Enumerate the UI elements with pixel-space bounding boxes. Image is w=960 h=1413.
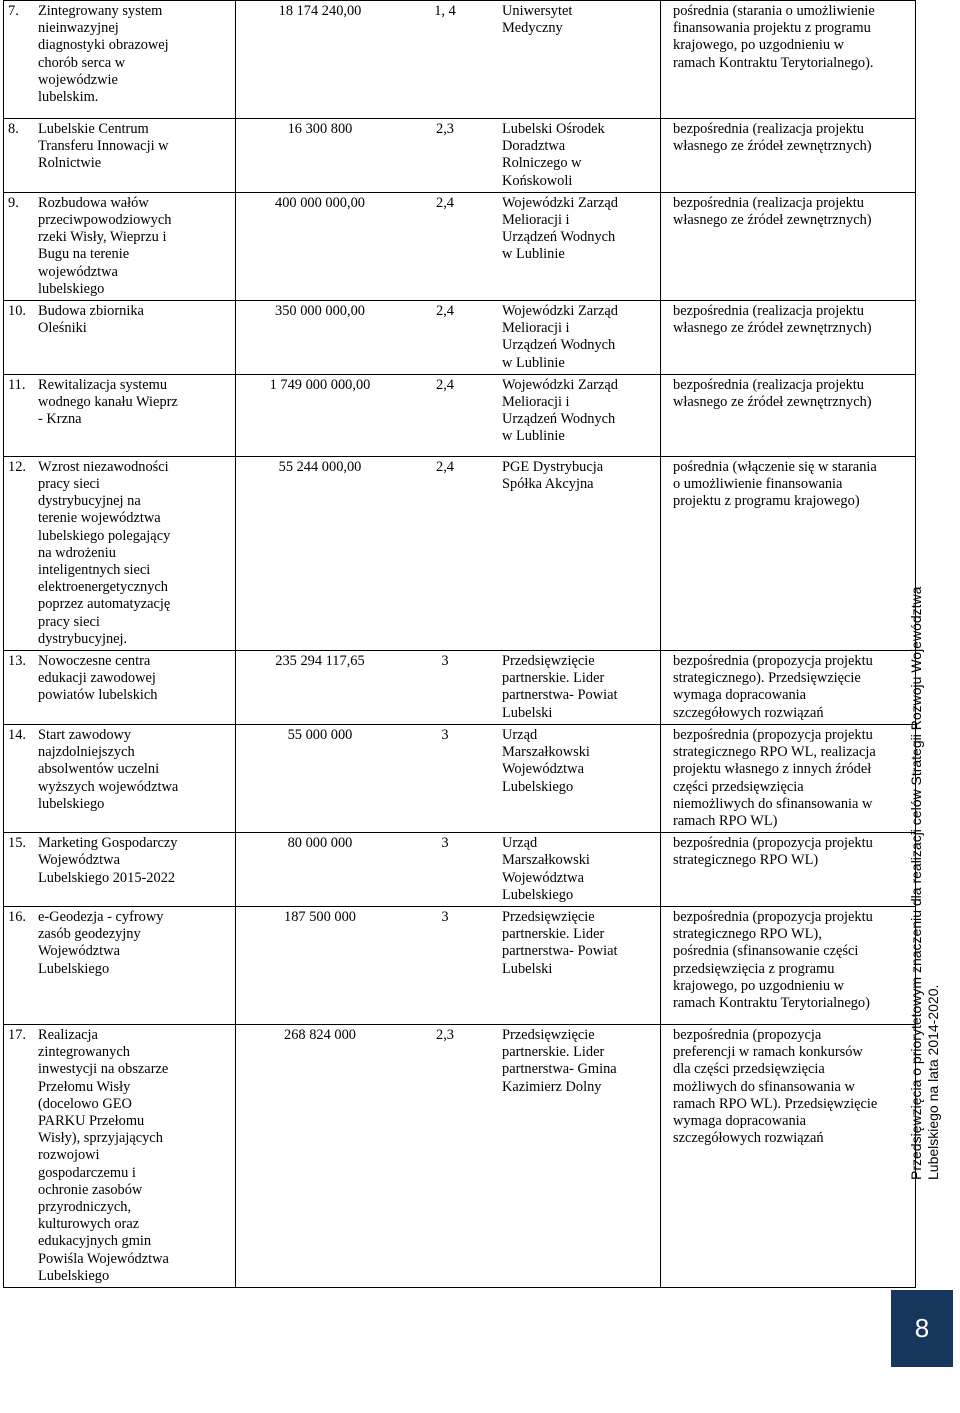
participation-form-cell [661,1024,916,1287]
table-row [4,906,916,1024]
priority-code: 3 [441,653,449,670]
table-row [4,833,916,907]
project-cell [4,724,236,832]
project-amount: 18 174 240,00 [278,3,362,19]
row-number: 11. [8,376,26,393]
table-row [4,1024,916,1287]
beneficiary: Przedsięwzięcie partnerskie. Lider partnerstwa- Powiat Lubelski [502,908,618,977]
details-cell [236,1024,661,1287]
project-amount: 1 749 000 000,00 [269,376,371,393]
project-amount: 80 000 000 [287,835,353,852]
participation-form: bezpośrednia (propozycja projektu strategicznego). Przedsięwzięcie wymaga dopracowania szczegółowych rozwiązań [673,653,873,721]
priority-code: 2,4 [436,194,454,211]
row-number: 12. [8,458,26,475]
priority-code: 3 [441,835,449,852]
participation-form: bezpośrednia (propozycja projektu strategicznego RPO WL), pośrednia (sfinansowanie części przedsięwzięcia z programu krajowego, po uzgodnieniu w ramach Kontraktu Terytorialnego) [673,908,873,1011]
table-row [4,374,916,456]
participation-form: pośrednia (włączenie się w starania o umożliwienie finansowania projektu z programu krajowego) [673,458,877,510]
participation-form: bezpośrednia (realizacja projektu własnego ze źródeł zewnętrznych) [673,303,872,337]
details-cell [236,906,661,1024]
table-row [4,1,916,119]
project-title: Lubelskie Centrum Transferu Innowacji w Rolnictwie [38,121,169,172]
project-cell [4,456,236,650]
table-row [4,651,916,725]
row-number: 14. [8,726,26,743]
row-number: 9. [8,194,19,211]
participation-form: bezpośrednia (propozycja projektu strategicznego RPO WL) [673,835,873,869]
project-cell [4,301,236,375]
participation-form-cell [661,456,916,650]
project-title: Nowoczesne centra edukacji zawodowej powiatów lubelskich [38,653,158,704]
participation-form: bezpośrednia (realizacja projektu własnego ze źródeł zewnętrznych) [673,121,872,155]
project-amount: 400 000 000,00 [275,194,365,211]
row-number: 15. [8,835,26,852]
beneficiary: Wojewódzki Zarząd Melioracji i Urządzeń Wodnych w Lublinie [502,194,618,263]
row-number: 16. [8,908,26,925]
beneficiary: Wojewódzki Zarząd Melioracji i Urządzeń Wodnych w Lublinie [502,303,618,371]
project-title: Rewitalizacja systemu wodnego kanału Wieprz - Krzna [38,376,178,428]
participation-form-cell [661,374,916,456]
row-number: 17. [8,1026,26,1043]
participation-form-cell [661,119,916,193]
project-cell [4,833,236,907]
beneficiary: Uniwersytet Medyczny [502,3,573,37]
project-title: Rozbudowa wałów przeciwpowodziowych rzeki Wisły, Wieprzu i Bugu na terenie województwa lubelskiego [38,194,172,297]
beneficiary: Urząd Marszałkowski Województwa Lubelskiego [502,835,590,903]
participation-form: bezpośrednia (realizacja projektu własnego ze źródeł zewnętrznych) [673,194,872,229]
details-cell [236,1,661,119]
project-amount: 187 500 000 [284,908,356,925]
row-number: 8. [8,121,19,137]
participation-form: bezpośrednia (propozycja preferencji w ramach konkursów dla części przedsięwzięcia możliwych do sfinansowania w ramach RPO WL). Przedsięwzięcie wymaga dopracowania szczegółowych rozwiązań [673,1026,878,1147]
details-cell [236,301,661,375]
priority-code: 3 [441,726,449,743]
project-cell [4,1,236,119]
priority-code: 2,4 [436,458,454,475]
priority-code: 1, 4 [434,3,456,19]
project-amount: 55 000 000 [287,726,353,743]
participation-form-cell [661,906,916,1024]
project-title: e-Geodezja - cyfrowy zasób geodezyjny Województwa Lubelskiego [38,908,164,977]
project-cell [4,651,236,725]
details-cell [236,192,661,300]
project-amount: 268 824 000 [284,1026,356,1043]
table-row [4,456,916,650]
table-row [4,119,916,193]
details-cell [236,833,661,907]
beneficiary: Przedsięwzięcie partnerskie. Lider partnerstwa- Gmina Kazimierz Dolny [502,1026,617,1095]
table-row [4,724,916,832]
details-cell [236,374,661,456]
beneficiary: Urząd Marszałkowski Województwa Lubelskiego [502,726,590,795]
participation-form-cell [661,833,916,907]
participation-form-cell [661,724,916,832]
project-title: Zintegrowany system nieinwazyjnej diagnostyki obrazowej chorób serca w wojewódzwie lubelskim. [38,3,169,106]
priority-code: 2,3 [436,121,454,137]
participation-form: pośrednia (starania o umożliwienie finansowania projektu z programu krajowego, po uzgodnieniu w ramach Kontraktu Terytorialnego). [673,3,875,71]
project-cell [4,119,236,193]
details-cell [236,119,661,193]
participation-form-cell [661,192,916,300]
beneficiary: PGE Dystrybucja Spółka Akcyjna [502,458,604,493]
priority-code: 2,4 [436,376,454,393]
priority-code: 2,4 [436,303,454,320]
project-title: Budowa zbiornika Oleśniki [38,303,144,337]
row-number: 7. [8,3,19,19]
table-row [4,192,916,300]
project-amount: 350 000 000,00 [275,303,365,320]
side-running-title: Przedsięwzięcia o priorytetowym znaczeniu dla realizacji celów Strategii Rozwoju Województwa Lubelskiego na lata 2014-2020. [908,586,941,1180]
priority-code: 3 [441,908,449,925]
details-cell [236,724,661,832]
row-number: 10. [8,303,26,320]
beneficiary: Przedsięwzięcie partnerskie. Lider partnerstwa- Powiat Lubelski [502,653,618,721]
details-cell [236,456,661,650]
participation-form-cell [661,301,916,375]
participation-form-cell [661,1,916,119]
project-amount: 235 294 117,65 [275,653,365,670]
project-cell [4,1024,236,1287]
project-title: Wzrost niezawodności pracy sieci dystrybucyjnej na terenie województwa lubelskiego polegający na wdrożeniu inteligentnych sieci elektroenergetycznych poprzez automatyzację pracy sieci dystrybucyjnej. [38,458,171,647]
project-amount: 55 244 000,00 [278,458,362,475]
participation-form: bezpośrednia (realizacja projektu własnego ze źródeł zewnętrznych) [673,376,872,411]
project-title: Start zawodowy najzdolniejszych absolwentów uczelni wyższych województwa lubelskiego [38,726,179,812]
beneficiary: Lubelski Ośrodek Doradztwa Rolniczego w Końskowoli [502,121,605,189]
projects-table [3,0,916,1288]
project-amount: 16 300 800 [287,121,353,137]
project-cell [4,906,236,1024]
project-cell [4,374,236,456]
project-cell [4,192,236,300]
beneficiary: Wojewódzki Zarząd Melioracji i Urządzeń Wodnych w Lublinie [502,376,618,445]
details-cell [236,651,661,725]
page-number-badge: 8 [891,1290,953,1367]
table-row [4,301,916,375]
participation-form: bezpośrednia (propozycja projektu strategicznego RPO WL, realizacja projektu własnego z innych źródeł części przedsięwzięcia niemożliwych do sfinansowania w ramach RPO WL) [673,726,876,829]
row-number: 13. [8,653,26,670]
project-title: Marketing Gospodarczy Województwa Lubelskiego 2015-2022 [38,835,178,886]
priority-code: 2,3 [436,1026,454,1043]
project-title: Realizacja zintegrowanych inwestycji na obszarze Przełomu Wisły (docelowo GEO PARKU Przełomu Wisły), sprzyjających rozwojowi gospodarczemu i ochronie zasobów przyrodniczych, kulturowych oraz edukacyjnych gmin Powiśla Województwa Lubelskiego [38,1026,169,1284]
participation-form-cell [661,651,916,725]
